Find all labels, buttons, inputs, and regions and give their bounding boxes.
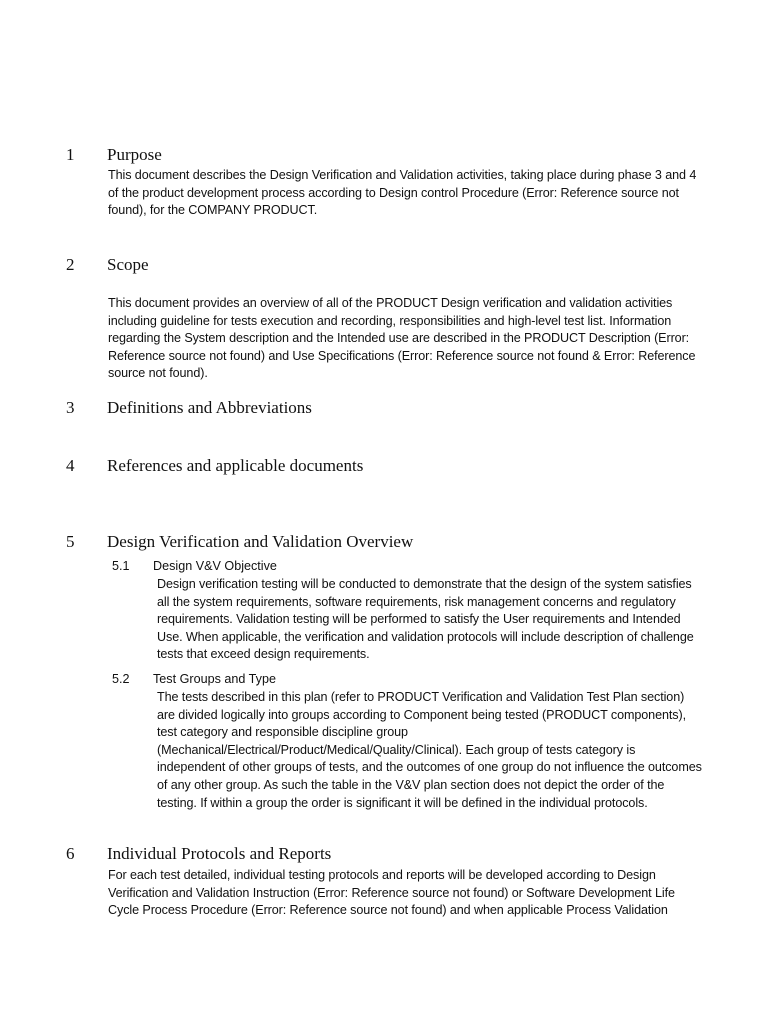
section-heading [0, 145, 768, 167]
section-purpose [0, 145, 768, 218]
section-number: 3 [66, 398, 75, 417]
section-heading [0, 255, 768, 277]
section-body: For each test detailed, individual testing protocols and reports will be developed according to Design Verification and Validation Instruction (Error: Reference source not found) or Software Development Life Cycle Process Procedure (Error: Reference source not found) and when applicable Process Validation [108, 868, 675, 918]
section-body: This document describes the Design Verification and Validation activities, taking place during phase 3 and 4 of the product development process according to Design control Procedure (Error: Reference source not found), for the COMPANY PRODUCT. [108, 168, 697, 218]
section-heading [0, 844, 768, 866]
section-number: 1 [66, 145, 75, 164]
section-overview [0, 532, 768, 810]
section-number: 2 [66, 255, 75, 274]
section-number: 6 [66, 844, 75, 863]
section-heading [0, 398, 768, 420]
section-title: Scope [107, 255, 149, 274]
subsection-body: Design verification testing will be conducted to demonstrate that the design of the system satisfies all the system requirements, software requirements, risk management concerns and regulatory requirements. Validation testing will be performed to satisfy the User requirements and Intended Use. When applicable, the verification and validation protocols will include description of challenge tests that exceed design requirements. [157, 577, 694, 662]
section-body: This document provides an overview of all of the PRODUCT Design verification and validation activities including guideline for tests execution and recording, responsibilities and high-level test list. Information regarding the System description and the Intended use are described in the PRODUCT Description (Error: Reference source not found) and Use Specifications (Error: Reference source not found & Error: Reference source not found). [108, 296, 696, 381]
subsection-body: The tests described in this plan (refer to PRODUCT Verification and Validation Test Plan section) are divided logically into groups according to Component being tested (PRODUCT components), test category and responsible discipline group (Mechanical/Electrical/Product/Medical/Quality/Clinical). Each group of tests category is independent of other groups of tests, and the outcomes of one group do not influence the outcomes of any other group. As such the table in the V&V plan section does not depict the order of the testing. If within a group the order is significant it will be defined in the individual protocols. [157, 690, 702, 810]
section-heading [0, 456, 768, 478]
section-protocols [0, 844, 768, 918]
section-title: Individual Protocols and Reports [107, 844, 332, 863]
section-number: 5 [66, 532, 75, 551]
section-title: Definitions and Abbreviations [107, 398, 312, 417]
section-references [0, 456, 768, 478]
section-definitions [0, 398, 768, 420]
subsection-title: Test Groups and Type [153, 672, 276, 686]
subsection-title: Design V&V Objective [153, 559, 277, 573]
subsection-number: 5.2 [112, 672, 130, 686]
section-scope [0, 255, 768, 381]
section-title: References and applicable documents [107, 456, 364, 475]
section-title: Purpose [107, 145, 162, 164]
section-number: 4 [66, 456, 75, 475]
section-heading [0, 532, 768, 554]
subsection-number: 5.1 [112, 559, 130, 573]
section-title: Design Verification and Validation Overview [107, 532, 414, 551]
